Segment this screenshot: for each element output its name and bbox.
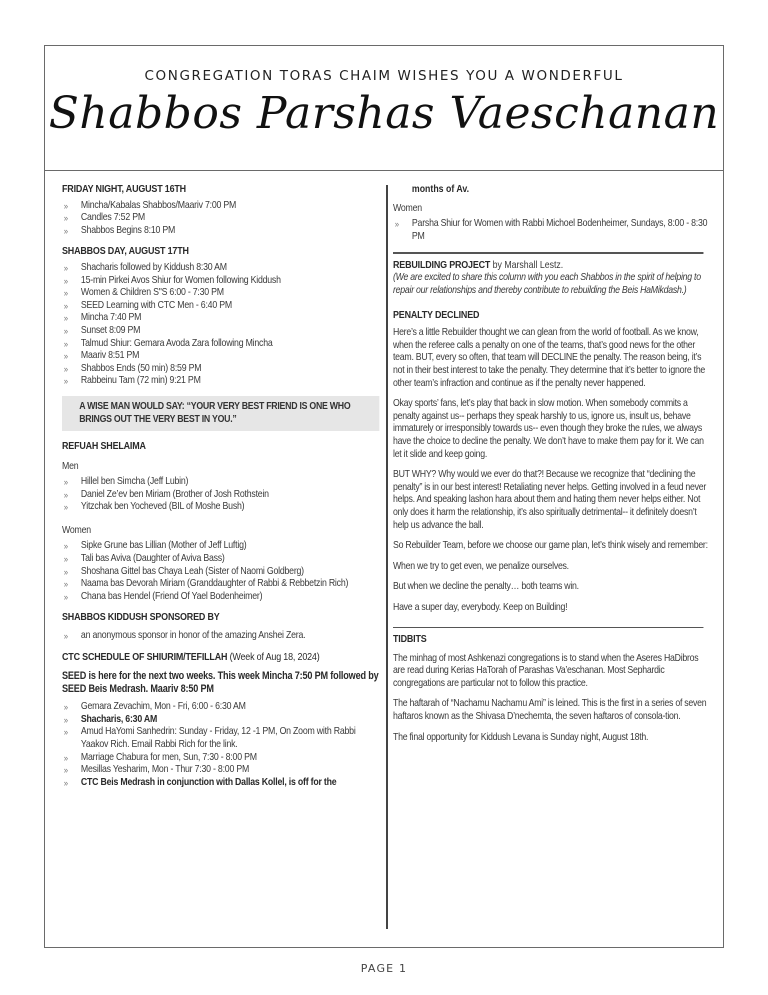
list-item [62,200,379,213]
list-item [62,540,379,553]
penalty-article [393,327,710,614]
list-item-text: Chana bas Hendel (Friend Of Yael Bodenheimer) [80,590,263,602]
list-item [62,714,379,727]
bullet-chevron-icon: » [63,631,68,642]
masthead-title: Shabbos Parshas Vaeschanan [48,88,720,139]
bullet-chevron-icon: » [63,275,68,286]
list-item [62,312,379,325]
bullet-chevron-icon: » [63,777,68,788]
paragraph: BUT WHY? Why would we ever do that?! Because we recognize that “declining the penalty” is in our best interest! Retaliating never helps. Getting involved in a feud never helps. And speaking lashon hara about them and hating them never helps either. Not only does it harm the relationship, it’s also spiritually detrimental-- it definitely doesn’t help us advance the ball. [393,469,707,531]
list-item [62,375,379,388]
bullet-chevron-icon: » [63,727,68,738]
list-item [62,726,379,751]
bullet-chevron-icon: » [63,702,68,713]
ctc-heading-note: (Week of Aug 18, 2024) [229,651,320,663]
list-item-text: Daniel Ze’ev ben Miriam (Brother of Josh Rothstein [80,488,269,500]
bullet-chevron-icon: » [63,714,68,725]
ctc-continued-text: months of Av. [411,184,470,195]
list-item-text: Shacharis followed by Kiddush 8:30 AM [80,261,227,273]
list-item-text: Mesillas Yesharim, Mon - Thur 7:30 - 8:00 PM [80,764,250,776]
bullet-chevron-icon: » [63,313,68,324]
shabbos-day-schedule-list [62,262,379,388]
bullet-chevron-icon: » [63,502,68,513]
list-item [62,553,379,566]
section-rule [393,627,703,629]
list-item-text: Sipke Grune bas Lillian (Mother of Jeff Luftig) [80,540,247,552]
women-shiur-label: Women [393,202,422,214]
ctc-schedule-list [62,701,379,789]
quote-line: BRINGS OUT THE VERY BEST IN YOU.” [79,413,237,425]
list-item [62,591,379,604]
list-item [62,287,379,300]
paragraph: Have a super day, everybody. Keep on Building! [393,601,568,613]
paragraph: The minhag of most Ashkenazi congregations is to stand when the Aseres HaDibros are read during Kerias HaTorah of Parashas Va’eschanan. Most Sephardic congregations are particular not to follow this practice. [393,652,699,689]
bullet-chevron-icon: » [63,325,68,336]
masthead-tagline: CONGREGATION TORAS CHAIM WISHES YOU A WONDERFUL [144,68,624,84]
list-item [62,363,379,376]
list-item-text: Parsha Shiur for Women with Rabbi Michoel Bodenheimer, Sundays, 8:00 - 8:30 PM [411,218,708,242]
list-item-text: an anonymous sponsor in honor of the amazing Anshei Zera. [80,630,306,642]
right-column [393,184,711,744]
list-item-text: Shabbos Begins 8:10 PM [80,224,176,236]
list-item-text: Tali bas Aviva (Daughter of Aviva Bass) [80,553,225,565]
list-item [393,218,710,243]
section-heading-refuah: REFUAH SHELAIMA [62,440,146,452]
paragraph: When we try to get even, we penalize ourselves. [393,560,569,572]
list-item-text: Women & Children S"S 6:00 - 7:30 PM [80,287,224,299]
bullet-chevron-icon: » [63,213,68,224]
ctc-heading-text: CTC SCHEDULE OF SHIURIM/TEFILLAH [62,651,228,663]
list-item [62,476,379,489]
refuah-men-list [62,476,379,514]
list-item [62,578,379,591]
paragraph: Okay sports’ fans, let’s play that back in slow motion. When somebody commits a penalty against us-- perhaps they speak harshly to us, ignore us, insult us, behave immaturely or irresponsibly towards us-- even though they broke the rules, we always have the choice to decline the penalty. We don’t have to make them pay for it. We can let it slide and keep going. [393,398,704,460]
seed-announcement: SEED is here for the next two weeks. This week Mincha 7:50 PM followed by SEED Beis Medrash. Maariv 8:50 PM [62,670,379,696]
list-item [62,566,379,579]
section-heading-ctc-schedule [62,652,379,665]
bullet-chevron-icon: » [63,376,68,387]
rebuilding-heading: REBUILDING PROJECT [393,259,491,271]
list-item-text: Shoshana Gittel bas Chaya Leah (Sister of Naomi Goldberg) [80,565,304,577]
section-rule [393,252,703,254]
kiddush-sponsor-list [62,630,379,643]
list-item [62,764,379,777]
bullet-chevron-icon: » [63,477,68,488]
rebuilding-intro: (We are excited to share this column with you each Shabbos in the spirit of helping to repair our relationships and thereby contribute to rebuilding the Beis HaMikdash.) [393,272,701,297]
bullet-chevron-icon: » [394,219,399,230]
list-item [62,300,379,313]
list-item [62,752,379,765]
list-item-text: CTC Beis Medrash in conjunction with Dallas Kollel, is off for the [80,776,337,788]
paragraph: The haftarah of “Nachamu Nachamu Ami” is leined. This is the first in a series of seven haftaros known as the Shivasa D’nechemta, the seven haftaros of consola-tion. [393,698,707,722]
left-column [62,184,380,789]
bullet-chevron-icon: » [63,363,68,374]
list-item [62,212,379,225]
list-item-text: Rabbeinu Tam (72 min) 9:21 PM [80,375,201,387]
bullet-chevron-icon: » [63,225,68,236]
section-heading-friday: FRIDAY NIGHT, AUGUST 16TH [62,184,186,195]
list-item [62,701,379,714]
section-heading-penalty: PENALTY DECLINED [393,309,480,321]
masthead [45,46,723,171]
list-item-text: Mincha/Kabalas Shabbos/Maariv 7:00 PM [80,199,237,211]
list-item-text: Naama bas Devorah Miriam (Granddaughter of Rabbi & Rebbetzin Rich) [80,578,349,590]
list-item [62,338,379,351]
bullet-chevron-icon: » [63,300,68,311]
rebuilding-byline: by Marshall Lestz. [490,259,564,271]
bullet-chevron-icon: » [63,566,68,577]
list-item [62,275,379,288]
newsletter-frame [44,45,724,948]
page-number: PAGE 1 [360,962,408,975]
paragraph: Here’s a little Rebuilder thought we can glean from the world of football. As we know, when the referee calls a penalty on one of the teams, that’s good news for the other team. BUT, every so often, that team will DECLINE the penalty. The reason being, it’s not in their best interest to take the penalty. They determine that it’s better to ignore the other team’s infraction and continue as if the penalty never happened. [393,327,706,389]
list-item-text: Marriage Chabura for men, Sun, 7:30 - 8:00 PM [80,751,257,763]
list-item [62,777,379,790]
list-item-text: 15-min Pirkei Avos Shiur for Women following Kiddush [80,274,281,286]
list-item-text: SEED Learning with CTC Men - 6:40 PM [80,299,232,311]
paragraph: But when we decline the penalty… both teams win. [393,581,579,593]
section-heading-kiddush: SHABBOS KIDDUSH SPONSORED BY [62,612,220,624]
rebuilding-project-header [393,260,710,273]
bullet-chevron-icon: » [63,351,68,362]
list-item-text: Maariv 8:51 PM [80,350,140,362]
list-item [62,325,379,338]
bullet-chevron-icon: » [63,752,68,763]
list-item-text: Yitzchak ben Yocheved (BIL of Moshe Bush) [80,501,245,513]
list-item-text: Candles 7:52 PM [80,212,145,224]
section-heading-tidbits: TIDBITS [393,634,427,646]
quote-box [62,396,379,431]
bullet-chevron-icon: » [63,200,68,211]
bullet-chevron-icon: » [63,489,68,500]
bullet-chevron-icon: » [63,579,68,590]
tidbits-list [393,653,710,745]
bullet-chevron-icon: » [63,541,68,552]
refuah-women-list [62,540,379,603]
bullet-chevron-icon: » [63,288,68,299]
list-item [62,489,379,502]
list-item-text: Mincha 7:40 PM [80,312,142,324]
refuah-men-label: Men [62,460,79,472]
list-item-text: Shacharis, 6:30 AM [80,713,158,725]
list-item [62,225,379,238]
bullet-chevron-icon: » [63,765,68,776]
list-item [62,262,379,275]
list-item-text: Hillel ben Simcha (Jeff Lubin) [80,476,189,488]
women-shiur-list [393,218,710,243]
list-item-text: Gemara Zevachim, Mon - Fri, 6:00 - 6:30 AM [80,701,246,713]
list-item-text: Talmud Shiur: Gemara Avoda Zara following Mincha [80,337,273,349]
friday-schedule-list [62,200,379,238]
bullet-chevron-icon: » [63,338,68,349]
column-divider [386,185,388,929]
list-item [62,630,379,643]
paragraph: So Rebuilder Team, before we choose our game plan, let’s think wisely and remember: [393,540,708,552]
list-item-text: Sunset 8:09 PM [80,324,141,336]
list-item-text: Shabbos Ends (50 min) 8:59 PM [80,362,202,374]
refuah-women-label: Women [62,524,91,536]
bullet-chevron-icon: » [63,262,68,273]
list-item-text: Amud HaYomi Sanhedrin: Sunday - Friday, 12 -1 PM, On Zoom with Rabbi Yaakov Rich. Email Rabbi Rich for the link. [80,726,356,750]
list-item [62,350,379,363]
quote-line: A WISE MAN WOULD SAY: “YOUR VERY BEST FRIEND IS ONE WHO [79,400,351,412]
list-item [62,501,379,514]
paragraph: The final opportunity for Kiddush Levana is Sunday night, August 18th. [393,731,649,743]
bullet-chevron-icon: » [63,591,68,602]
bullet-chevron-icon: » [63,554,68,565]
section-heading-shabbos-day: SHABBOS DAY, AUGUST 17TH [62,246,189,258]
